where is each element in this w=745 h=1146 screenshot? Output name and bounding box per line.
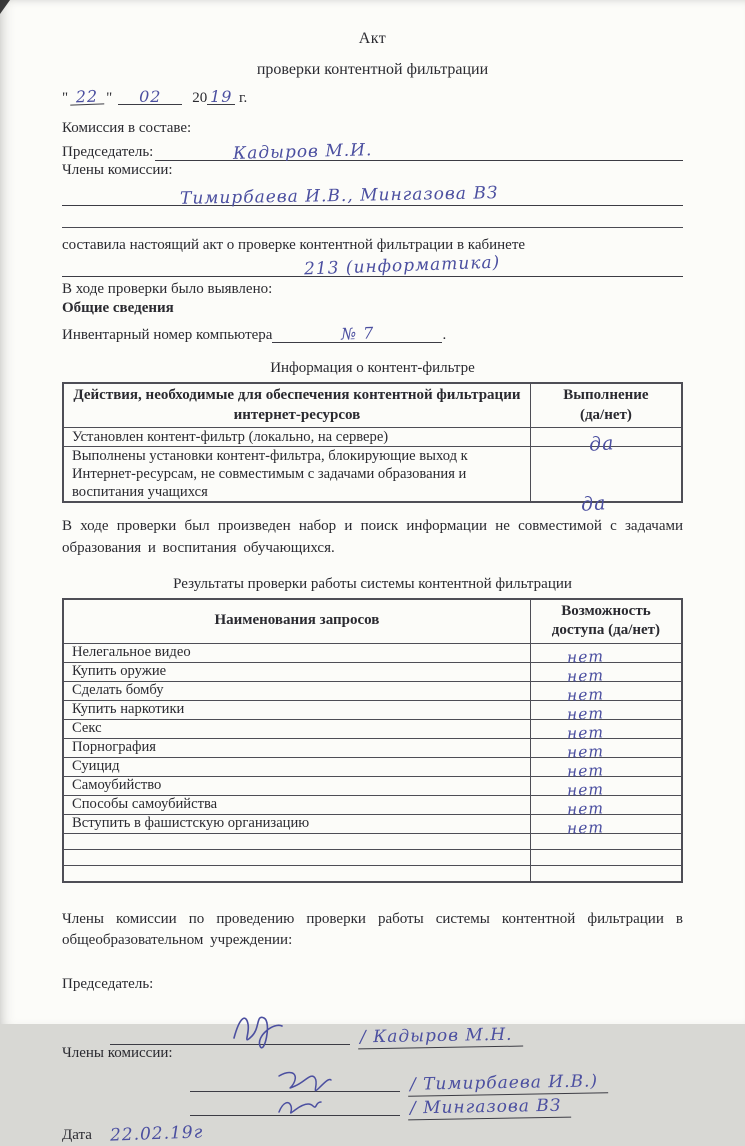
member-signature-scribble: [275, 1068, 335, 1094]
query-cell: Способы самоубийства: [63, 795, 530, 814]
action-cell: Выполнены установки контент-фильтра, блокирующие выход к Интернет-ресурсам, не совместимым с задачами образования и воспитания учащихся: [63, 447, 530, 503]
filter-col2-header-line1: Выполнение: [563, 387, 649, 403]
date-label: Дата: [62, 1127, 92, 1143]
results-col1-header: Наименования запросов: [63, 599, 530, 644]
member-signature-row: [62, 1092, 683, 1119]
access-cell: [530, 700, 682, 724]
commission-intro: Комиссия в составе:: [62, 120, 192, 136]
table-row: [63, 428, 682, 447]
results-table: [62, 598, 683, 883]
filter-table: [62, 382, 683, 516]
table-header-row: [63, 383, 682, 428]
inventory-line: [62, 324, 683, 344]
handwritten-answer-no: нет: [566, 798, 605, 819]
access-cell: [530, 719, 682, 743]
date-suffix: г.: [239, 90, 248, 106]
date-line: [62, 86, 683, 107]
member-signature-scribble: [275, 1096, 325, 1118]
date-row: [62, 1124, 683, 1144]
signature-line: [190, 1115, 400, 1116]
access-cell: [530, 776, 682, 800]
members-names-line: [62, 179, 683, 209]
handwritten-answer-no: нет: [566, 817, 605, 838]
access-cell: [530, 643, 682, 667]
handwritten-answer-no: нет: [566, 646, 605, 667]
query-cell: Сделать бомбу: [63, 681, 530, 700]
filter-table-caption: Информация о контент-фильтре: [270, 360, 475, 376]
empty-table-row: [63, 849, 682, 865]
members-label: Члены комиссии:: [62, 162, 173, 178]
handwritten-chairman-signature-name: / Кадыров М.Н.: [358, 1025, 523, 1050]
query-cell: Порнография: [63, 738, 530, 757]
access-cell: [530, 738, 682, 762]
handwritten-answer-yes: да: [588, 432, 615, 456]
printed-century: 20: [192, 90, 208, 106]
act-statement: составила настоящий акт о проверке контентной фильтрации в кабинете: [62, 237, 526, 253]
handwritten-answer-no: нет: [566, 741, 605, 762]
room-line: [62, 252, 683, 280]
handwritten-year: 19: [207, 89, 235, 105]
handwritten-date-value: 22.02.19г: [109, 1122, 204, 1146]
signature-members-label: Члены комиссии:: [62, 1045, 173, 1061]
access-cell: [530, 757, 682, 781]
filter-col1-header: Действия, необходимые для обеспечения контентной фильтрации интернет-ресурсов: [63, 383, 530, 428]
inventory-period: .: [442, 327, 447, 343]
results-col2-header: [530, 599, 682, 644]
results-col2-header-line2: доступа (да/нет): [551, 622, 661, 638]
scan-artifact-corner: [0, 0, 10, 14]
results-col2-header-line1: Возможность: [561, 602, 651, 619]
query-cell: Вступить в фашистскую организацию: [63, 814, 530, 833]
table-row: [63, 643, 682, 662]
access-cell: [530, 795, 682, 819]
handwritten-answer-no: нет: [566, 703, 605, 724]
general-info-heading: Общие сведения: [62, 300, 174, 316]
handwritten-day: 22: [70, 88, 105, 105]
signature-chairman-label: Председатель:: [62, 976, 154, 992]
handwritten-room: 213 (информатика): [303, 252, 501, 280]
handwritten-answer-no: нет: [566, 760, 605, 781]
query-cell: Купить оружие: [63, 662, 530, 681]
chairman-label: Председатель:: [62, 144, 154, 160]
results-table-caption: Результаты проверки работы системы контентной фильтрации: [173, 575, 572, 592]
chairman-name-line: [155, 140, 683, 164]
table-header-row: [63, 599, 682, 644]
access-cell: [530, 662, 682, 686]
action-cell: Установлен контент-фильтр (локально, на сервере): [63, 428, 530, 447]
query-cell: Секс: [63, 719, 530, 738]
member-signature-row: [62, 1068, 683, 1095]
chairman-signature-row: [62, 1015, 683, 1048]
handwritten-inventory-number: № 7: [340, 323, 375, 344]
handwritten-month: 02: [118, 89, 182, 105]
handwritten-member-signature-name: / Мингазова ВЗ: [408, 1096, 572, 1121]
handwritten-answer-no: нет: [566, 684, 605, 705]
search-paragraph: В ходе проверки был произведен набор и поиск информации не совместимой с задачами образования и воспитания обучающихся.: [62, 518, 683, 556]
inventory-value-line: [272, 324, 442, 343]
filter-col2-header-line2: (да/нет): [579, 406, 632, 423]
done-cell: [530, 428, 682, 456]
quote-open: ": [62, 90, 69, 106]
quote-close: ": [106, 90, 113, 106]
handwritten-answer-no: нет: [566, 722, 605, 743]
handwritten-chairman-name: Кадыров М.И.: [233, 140, 373, 164]
query-cell: Суицид: [63, 757, 530, 776]
handwritten-answer-no: нет: [566, 665, 605, 686]
query-cell: Купить наркотики: [63, 700, 530, 719]
chairman-signature-scribble: [230, 1012, 308, 1048]
blank-ruled-line: [62, 206, 683, 228]
filter-col2-header: [530, 383, 682, 428]
document-title: Акт: [358, 30, 387, 47]
findings-intro: В ходе проверки было выявлено:: [62, 281, 273, 297]
done-cell: [530, 447, 682, 516]
access-cell: [530, 814, 682, 838]
chairman-line: [62, 140, 683, 164]
inventory-label: Инвентарный номер компьютера: [62, 327, 273, 343]
empty-table-row: [63, 865, 682, 882]
signing-statement: Члены комиссии по проведению проверки работы системы контентной фильтрации в общеобразовательном учреждении:: [62, 910, 683, 949]
signature-line: [190, 1091, 400, 1092]
document-subtitle: проверки контентной фильтрации: [256, 61, 489, 78]
access-cell: [530, 681, 682, 705]
query-cell: Самоубийство: [63, 776, 530, 795]
table-row: [63, 447, 682, 503]
query-cell: Нелегальное видео: [63, 643, 530, 662]
handwritten-answer-no: нет: [566, 779, 605, 800]
signature-line: [110, 1044, 350, 1045]
handwritten-members-names: Тимирбаева И.В., Мингазова ВЗ: [179, 183, 499, 209]
handwritten-member-signature-name: / Тимирбаева И.В.): [408, 1071, 608, 1096]
handwritten-answer-yes: да: [580, 492, 607, 516]
